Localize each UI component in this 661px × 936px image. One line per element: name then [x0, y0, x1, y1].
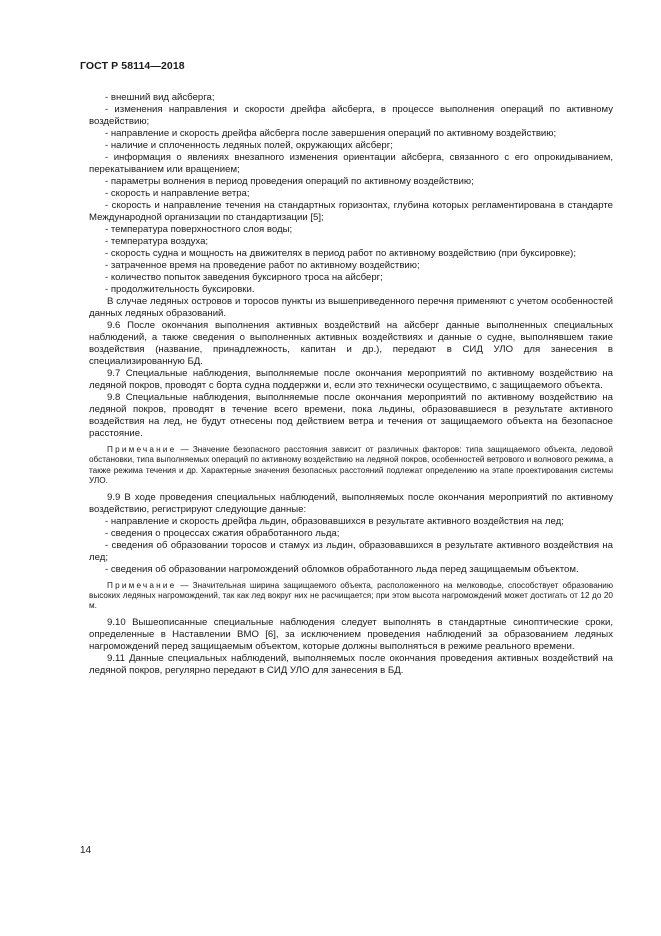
- body-paragraph: 9.11 Данные специальных наблюдений, выполняемых после окончания проведения активных воздействий на ледяной покров, регулярно передают в СИД УЛО для занесения в БД.: [89, 652, 613, 676]
- list-item: - внешний вид айсберга;: [105, 92, 215, 103]
- list-item: - затраченное время на проведение работ по активному воздействию;: [105, 260, 420, 271]
- list-item: - направление и скорость дрейфа льдин, образовавшихся в результате активного воздействия на лед;: [105, 515, 564, 527]
- list-item: - сведения об образовании нагромождений обломков обработанного льда перед защищаемым объектом.: [105, 563, 579, 575]
- note-text: — Значительная ширина защищаемого объекта, расположенного на мелководье, способствует образованию высоких ледяных нагромождений, так как лед вокруг них не расчищается; при этом высота нагромождений может достигать от 12 до 20 м.: [89, 580, 613, 611]
- document-header: ГОСТ Р 58114—2018: [80, 60, 185, 72]
- list-item: - параметры волнения в период проведения операций по активному воздействию;: [105, 176, 474, 187]
- document-body: [89, 92, 613, 677]
- note-label: Примечание: [107, 445, 177, 454]
- body-paragraph: 9.9 В ходе проведения специальных наблюдений, выполняемых после окончания мероприятий по активному воздействию, регистрируют следующие данные:: [89, 491, 613, 515]
- list-item: - сведения о процессах сжатия обработанного льда;: [105, 527, 340, 539]
- note-text: — Значение безопасного расстояния зависит от различных факторов: типа защищаемого объекта, ледовой обстановки, типа выполняемых операций по активному воздействию на ледяной покров, особенностей ветрового и волнового режима, а также режима течения и др. Характерные значения безопасных расстояний подлежат определению на этапе проектирования системы УЛО.: [89, 445, 613, 486]
- body-paragraph: В случае ледяных островов и торосов пункты из вышеприведенного перечня применяют с учетом особенностей данных ледяных образований.: [89, 296, 613, 319]
- note-paragraph: [89, 581, 613, 612]
- list-item: - наличие и сплоченность ледяных полей, окружающих айсберг;: [105, 140, 393, 151]
- list-item: - направление и скорость дрейфа айсберга после завершения операций по активному воздействию;: [105, 128, 557, 139]
- list-item: - количество попыток заведения буксирного троса на айсберг;: [105, 272, 383, 283]
- note-paragraph: [89, 445, 613, 487]
- list-item: - скорость судна и мощность на движителях в период работ по активному воздействию (при буксировке);: [105, 248, 576, 259]
- body-paragraph: 9.6 После окончания выполнения активных воздействий на айсберг данные выполненных специальных наблюдений, а также сведения о выполненных активных воздействиях и данные о судне, выполнявшем такие воздействия (название, принадлежность, капитан и др.), передают в СИД УЛО для занесения в специализированную БД.: [89, 320, 613, 367]
- list-item: - температура поверхностного слоя воды;: [105, 224, 293, 235]
- list-item: - скорость и направление ветра;: [105, 188, 250, 199]
- list-item: - температура воздуха;: [105, 236, 209, 247]
- body-paragraph: 9.8 Специальные наблюдения, выполняемые после окончания мероприятий по активному воздействию на ледяной покров, проводят в течение всего времени, пока льдины, образовавшиеся в результате активного воздействия на лед, не будут отнесены под действием ветра и течения от защищаемого объекта на безопасное расстояние.: [89, 392, 613, 439]
- list-item: - информация о явлениях внезапного изменения ориентации айсберга, связанного с его опрокидыванием, перекатыванием или вращением;: [89, 152, 613, 175]
- list-item: - продолжительность буксировки.: [105, 284, 255, 295]
- list-item: - изменения направления и скорости дрейфа айсберга, в процессе выполнения операций по активному воздействию;: [89, 104, 613, 127]
- note-label: Примечание: [107, 580, 177, 590]
- list-item: - скорость и направление течения на стандартных горизонтах, глубина которых регламентирована в стандарте Международной организации по стандартизации [5];: [89, 200, 613, 223]
- body-paragraph: 9.7 Специальные наблюдения, выполняемые после окончания мероприятий по активному воздействию на ледяной покров, проводят с борта судна поддержки и, если это технически осуществимо, с защищаемого объекта.: [89, 368, 613, 391]
- list-item: - сведения об образовании торосов и стамух из льдин, образовавшихся в результате активного воздействия на лед;: [89, 539, 613, 563]
- page-number: 14: [80, 845, 92, 856]
- body-paragraph: 9.10 Вышеописанные специальные наблюдения следует выполнять в стандартные синоптические сроки, определенные в Наставлении ВМО [6], за исключением проведения наблюдений за образованием ледяных нагромождений перед защищаемым объектом, которые должны выполняться в режиме реального времени.: [89, 616, 613, 652]
